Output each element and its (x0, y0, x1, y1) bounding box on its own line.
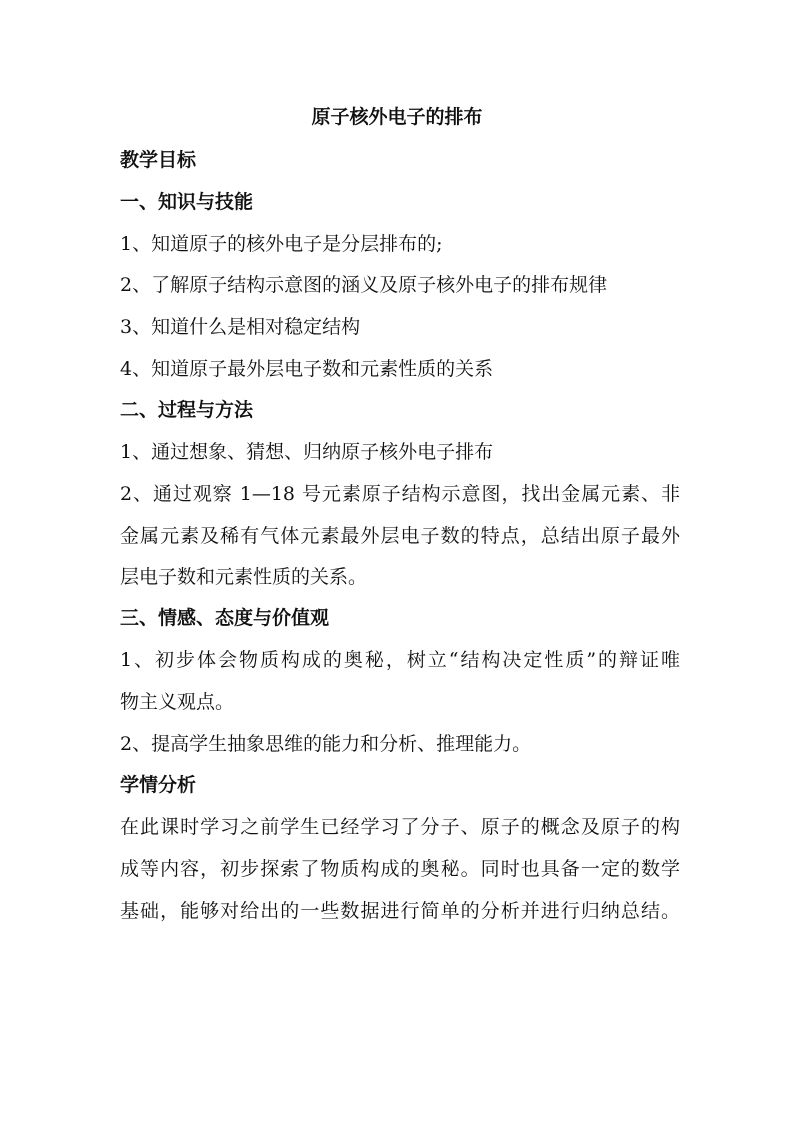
process-item-2-line-3: 层电子数和元素性质的关系。 (120, 566, 368, 588)
process-item-2-line-2: 金属元素及稀有气体元素最外层电子数的特点，总结出原子最外 (120, 525, 680, 547)
emotion-item-1-line-2: 物主义观点。 (120, 691, 235, 713)
process-item-1: 1、通过想象、猜想、归纳原子核外电子排布 (120, 441, 494, 463)
process-item-2-line-1: 2、通过观察 1—18 号元素原子结构示意图，找出金属元素、非 (120, 483, 680, 505)
knowledge-item-2: 2、了解原子结构示意图的涵义及原子核外电子的排布规律 (120, 274, 608, 296)
objectives-heading: 教学目标 (120, 149, 197, 171)
document-title: 原子核外电子的排布 (311, 106, 483, 128)
knowledge-item-4: 4、知道原子最外层电子数和元素性质的关系 (120, 358, 494, 380)
analysis-heading: 学情分析 (120, 774, 197, 796)
emotion-heading: 三、情感、态度与价值观 (120, 607, 330, 629)
knowledge-heading: 一、知识与技能 (120, 191, 254, 213)
process-heading: 二、过程与方法 (120, 399, 254, 421)
analysis-line-3: 基础，能够对给出的一些数据进行简单的分析并进行归纳总结。 (120, 900, 680, 922)
emotion-item-2: 2、提高学生抽象思维的能力和分析、推理能力。 (120, 733, 532, 755)
analysis-line-1: 在此课时学习之前学生已经学习了分子、原子的概念及原子的构 (120, 816, 680, 838)
analysis-line-2: 成等内容，初步探索了物质构成的奥秘。同时也具备一定的数学 (120, 858, 680, 880)
knowledge-item-1: 1、知道原子的核外电子是分层排布的; (120, 233, 443, 255)
knowledge-item-3: 3、知道什么是相对稳定结构 (120, 316, 361, 338)
emotion-item-1-line-1: 1、初步体会物质构成的奥秘，树立“结构决定性质”的辩证唯 (120, 649, 680, 671)
